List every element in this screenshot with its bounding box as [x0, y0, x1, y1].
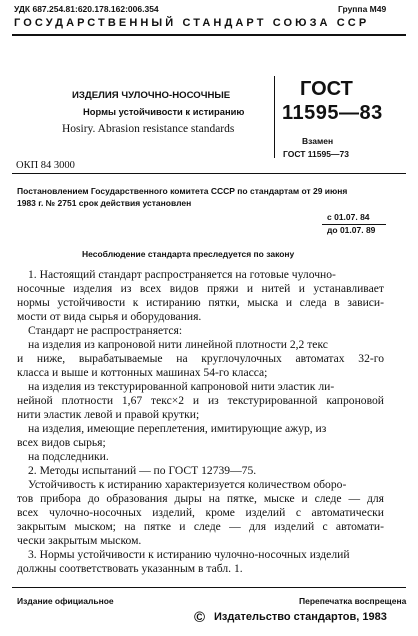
product-title: ИЗДЕЛИЯ ЧУЛОЧНО-НОСОЧНЫЕ [72, 90, 231, 101]
group-code: Группа М49 [338, 4, 387, 14]
body-line: нейной плотности 1,67 текс×2 и из текстурированной капроновой [17, 394, 384, 407]
body-line: на изделия, имеющие переплетения, имитирующие ажур, из [28, 422, 327, 435]
official-edition: Издание официальное [17, 596, 114, 606]
footer-rule [12, 587, 406, 588]
body-line: чески закрытым мыском. [17, 534, 142, 547]
body-line: 3. Нормы устойчивости к истиранию чулочно-носочных изделий [28, 548, 350, 561]
body-line: Стандарт не распространяется: [28, 324, 183, 337]
gost-number: 11595—83 [282, 102, 383, 124]
body-line: должны соответствовать указанным в табл. 1. [17, 562, 243, 575]
body-line: Устойчивость к истиранию характеризуется количеством оборо- [28, 478, 347, 491]
standard-heading: ГОСУДАРСТВЕННЫЙ СТАНДАРТ СОЮЗА ССР [14, 17, 370, 29]
body-line: всех чулочно-носочных изделий, кроме изделий с автоматически [17, 506, 384, 519]
okp-code: ОКП 84 3000 [16, 160, 75, 171]
warning-notice: Несоблюдение стандарта преследуется по закону [82, 249, 295, 259]
body-line: класса и выше и коттонных машинах 54-го класса; [17, 366, 268, 379]
replaces-label: Взамен [302, 136, 334, 146]
body-line: нормы устойчивости к истиранию пятки, мыска и следа в зависи- [17, 296, 384, 309]
body-line: на изделия из капроновой нити линейной плотности 2,2 текс [28, 338, 328, 351]
body-line: тов прибора до образования дыры на пятке, мыске и следе — для [17, 492, 384, 505]
udk-code: УДК 687.254.81:620.178.162:006.354 [14, 4, 159, 14]
subject-title: Нормы устойчивости к истиранию [83, 106, 245, 117]
body-line: 1. Настоящий стандарт распространяется на готовые чулочно- [28, 268, 336, 281]
english-title: Hosiry. Abrasion resistance standards [62, 123, 235, 135]
effective-to: до 01.07. 89 [327, 225, 376, 235]
body-line: всех видов сырья; [17, 436, 106, 449]
body-line: и ниже, вырабатываемые на круглочулочных автоматах 32-го [17, 352, 384, 365]
decree-line-2: 1983 г. № 2751 срок действия установлен [17, 198, 192, 208]
header-rule [12, 34, 406, 36]
effective-from: с 01.07. 84 [327, 212, 370, 222]
body-line: на изделия из текстурированной капроновой нити эластик ли- [28, 380, 335, 393]
copyright-symbol: © [194, 609, 206, 626]
body-line: нити эластик левой и правой крутки; [17, 408, 200, 421]
body-line: мости от вида сырья и оборудования. [17, 310, 202, 323]
title-rule [12, 173, 406, 174]
body-line: закрытым мыском; на пятке и следе — для изделий с автомати- [17, 520, 384, 533]
publisher: Издательство стандартов, 1983 [214, 611, 387, 623]
reprint-prohibited: Перепечатка воспрещена [299, 596, 407, 606]
body-line: 2. Методы испытаний — по ГОСТ 12739—75. [28, 464, 257, 477]
decree-line-1: Постановлением Государственного комитета СССР по стандартам от 29 июня [17, 186, 348, 196]
body-line: на подследники. [28, 450, 109, 463]
body-line: носочные изделия из всех видов пряжи и нитей и устанавливает [17, 282, 384, 295]
replaces-value: ГОСТ 11595—73 [283, 149, 349, 159]
title-divider [274, 76, 275, 158]
gost-label: ГОСТ [300, 78, 353, 100]
